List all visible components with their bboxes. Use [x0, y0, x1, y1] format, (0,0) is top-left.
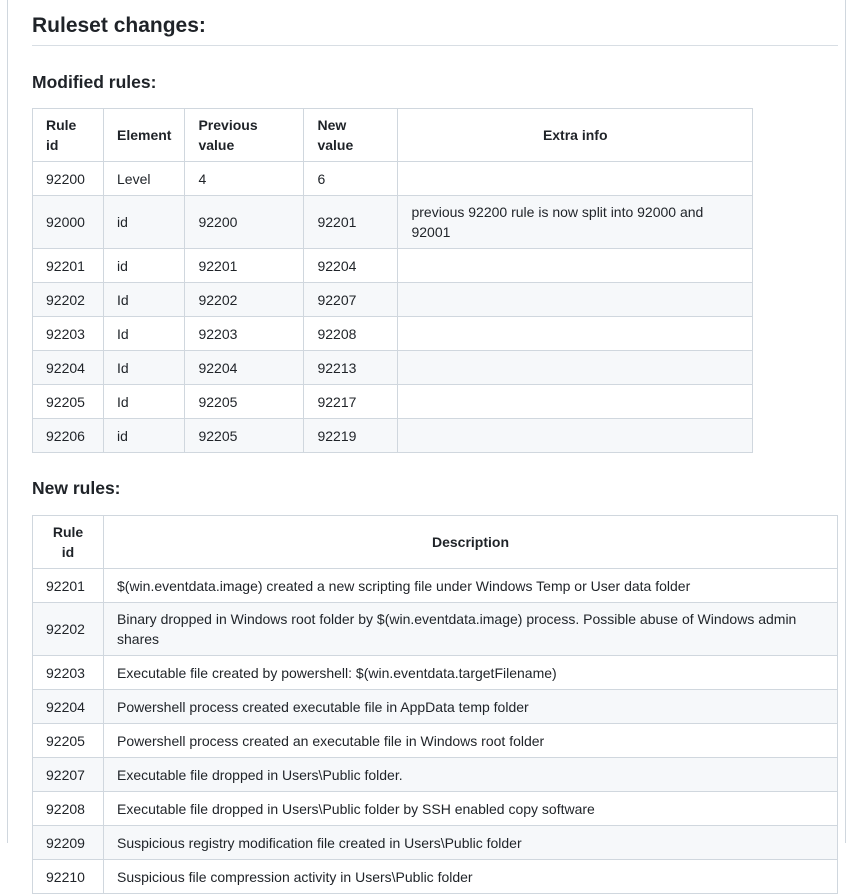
modified-rules-body [33, 162, 753, 453]
cell-rule-id: 92208 [33, 792, 104, 826]
new-rules-body [33, 569, 838, 894]
cell-new-value: 92219 [304, 419, 398, 453]
cell-rule-id: 92205 [33, 724, 104, 758]
cell-rule-id: 92201 [33, 249, 104, 283]
cell-extra-info: previous 92200 rule is now split into 92000 and 92001 [398, 196, 753, 249]
cell-new-value: 92204 [304, 249, 398, 283]
cell-previous-value: 4 [185, 162, 304, 196]
cell-description: Executable file dropped in Users\Public folder. [104, 758, 838, 792]
table-row [33, 860, 838, 894]
cell-new-value: 92207 [304, 283, 398, 317]
column-header-description: Description [104, 516, 838, 569]
cell-rule-id: 92200 [33, 162, 104, 196]
table-row [33, 419, 753, 453]
cell-rule-id: 92201 [33, 569, 104, 603]
table-row [33, 724, 838, 758]
cell-rule-id: 92204 [33, 690, 104, 724]
cell-previous-value: 92201 [185, 249, 304, 283]
cell-rule-id: 92207 [33, 758, 104, 792]
column-header-rule-id: Rule id [33, 516, 104, 569]
cell-previous-value: 92204 [185, 351, 304, 385]
table-row [33, 690, 838, 724]
column-header-rule-id: Rule id [33, 109, 104, 162]
table-row [33, 317, 753, 351]
cell-extra-info [398, 351, 753, 385]
table-row [33, 351, 753, 385]
column-header-new-value: New value [304, 109, 398, 162]
cell-element: Id [104, 317, 185, 351]
cell-element: id [104, 196, 185, 249]
cell-new-value: 92213 [304, 351, 398, 385]
cell-previous-value: 92200 [185, 196, 304, 249]
cell-element: Id [104, 351, 185, 385]
new-rules-table [32, 515, 838, 894]
cell-rule-id: 92202 [33, 603, 104, 656]
cell-previous-value: 92203 [185, 317, 304, 351]
column-header-previous-value: Previous value [185, 109, 304, 162]
cell-extra-info [398, 162, 753, 196]
cell-previous-value: 92205 [185, 419, 304, 453]
cell-description: Suspicious registry modification file created in Users\Public folder [104, 826, 838, 860]
cell-rule-id: 92203 [33, 317, 104, 351]
cell-rule-id: 92205 [33, 385, 104, 419]
cell-element: Level [104, 162, 185, 196]
cell-extra-info [398, 283, 753, 317]
cell-rule-id: 92204 [33, 351, 104, 385]
table-row [33, 249, 753, 283]
modified-rules-heading: Modified rules: [32, 72, 157, 92]
cell-element: id [104, 419, 185, 453]
table-row [33, 385, 753, 419]
cell-new-value: 92217 [304, 385, 398, 419]
cell-description: Executable file created by powershell: $(win.eventdata.targetFilename) [104, 656, 838, 690]
cell-new-value: 92201 [304, 196, 398, 249]
cell-description: Powershell process created an executable file in Windows root folder [104, 724, 838, 758]
cell-rule-id: 92206 [33, 419, 104, 453]
cell-extra-info [398, 249, 753, 283]
column-header-element: Element [104, 109, 185, 162]
new-rules-heading: New rules: [32, 478, 121, 498]
cell-rule-id: 92202 [33, 283, 104, 317]
table-header-row [33, 109, 753, 162]
cell-element: Id [104, 385, 185, 419]
cell-extra-info [398, 317, 753, 351]
table-row [33, 162, 753, 196]
cell-rule-id: 92203 [33, 656, 104, 690]
table-row [33, 283, 753, 317]
table-row [33, 569, 838, 603]
column-header-extra-info: Extra info [398, 109, 753, 162]
modified-rules-table [32, 108, 753, 453]
cell-description: $(win.eventdata.image) created a new scripting file under Windows Temp or User data folder [104, 569, 838, 603]
cell-new-value: 92208 [304, 317, 398, 351]
table-header-row [33, 516, 838, 569]
cell-rule-id: 92000 [33, 196, 104, 249]
table-row [33, 603, 838, 656]
table-row [33, 792, 838, 826]
cell-element: id [104, 249, 185, 283]
cell-description: Suspicious file compression activity in Users\Public folder [104, 860, 838, 894]
cell-extra-info [398, 419, 753, 453]
cell-rule-id: 92209 [33, 826, 104, 860]
cell-new-value: 6 [304, 162, 398, 196]
table-row [33, 656, 838, 690]
cell-previous-value: 92205 [185, 385, 304, 419]
cell-extra-info [398, 385, 753, 419]
table-row [33, 826, 838, 860]
table-row [33, 758, 838, 792]
cell-description: Binary dropped in Windows root folder by $(win.eventdata.image) process. Possible abuse of Windows admin shares [104, 603, 838, 656]
cell-previous-value: 92202 [185, 283, 304, 317]
markdown-body [32, 0, 838, 894]
cell-rule-id: 92210 [33, 860, 104, 894]
page-title: Ruleset changes: [32, 0, 838, 46]
cell-element: Id [104, 283, 185, 317]
cell-description: Executable file dropped in Users\Public folder by SSH enabled copy software [104, 792, 838, 826]
table-row [33, 196, 753, 249]
cell-description: Powershell process created executable file in AppData temp folder [104, 690, 838, 724]
document-frame [7, 0, 846, 885]
